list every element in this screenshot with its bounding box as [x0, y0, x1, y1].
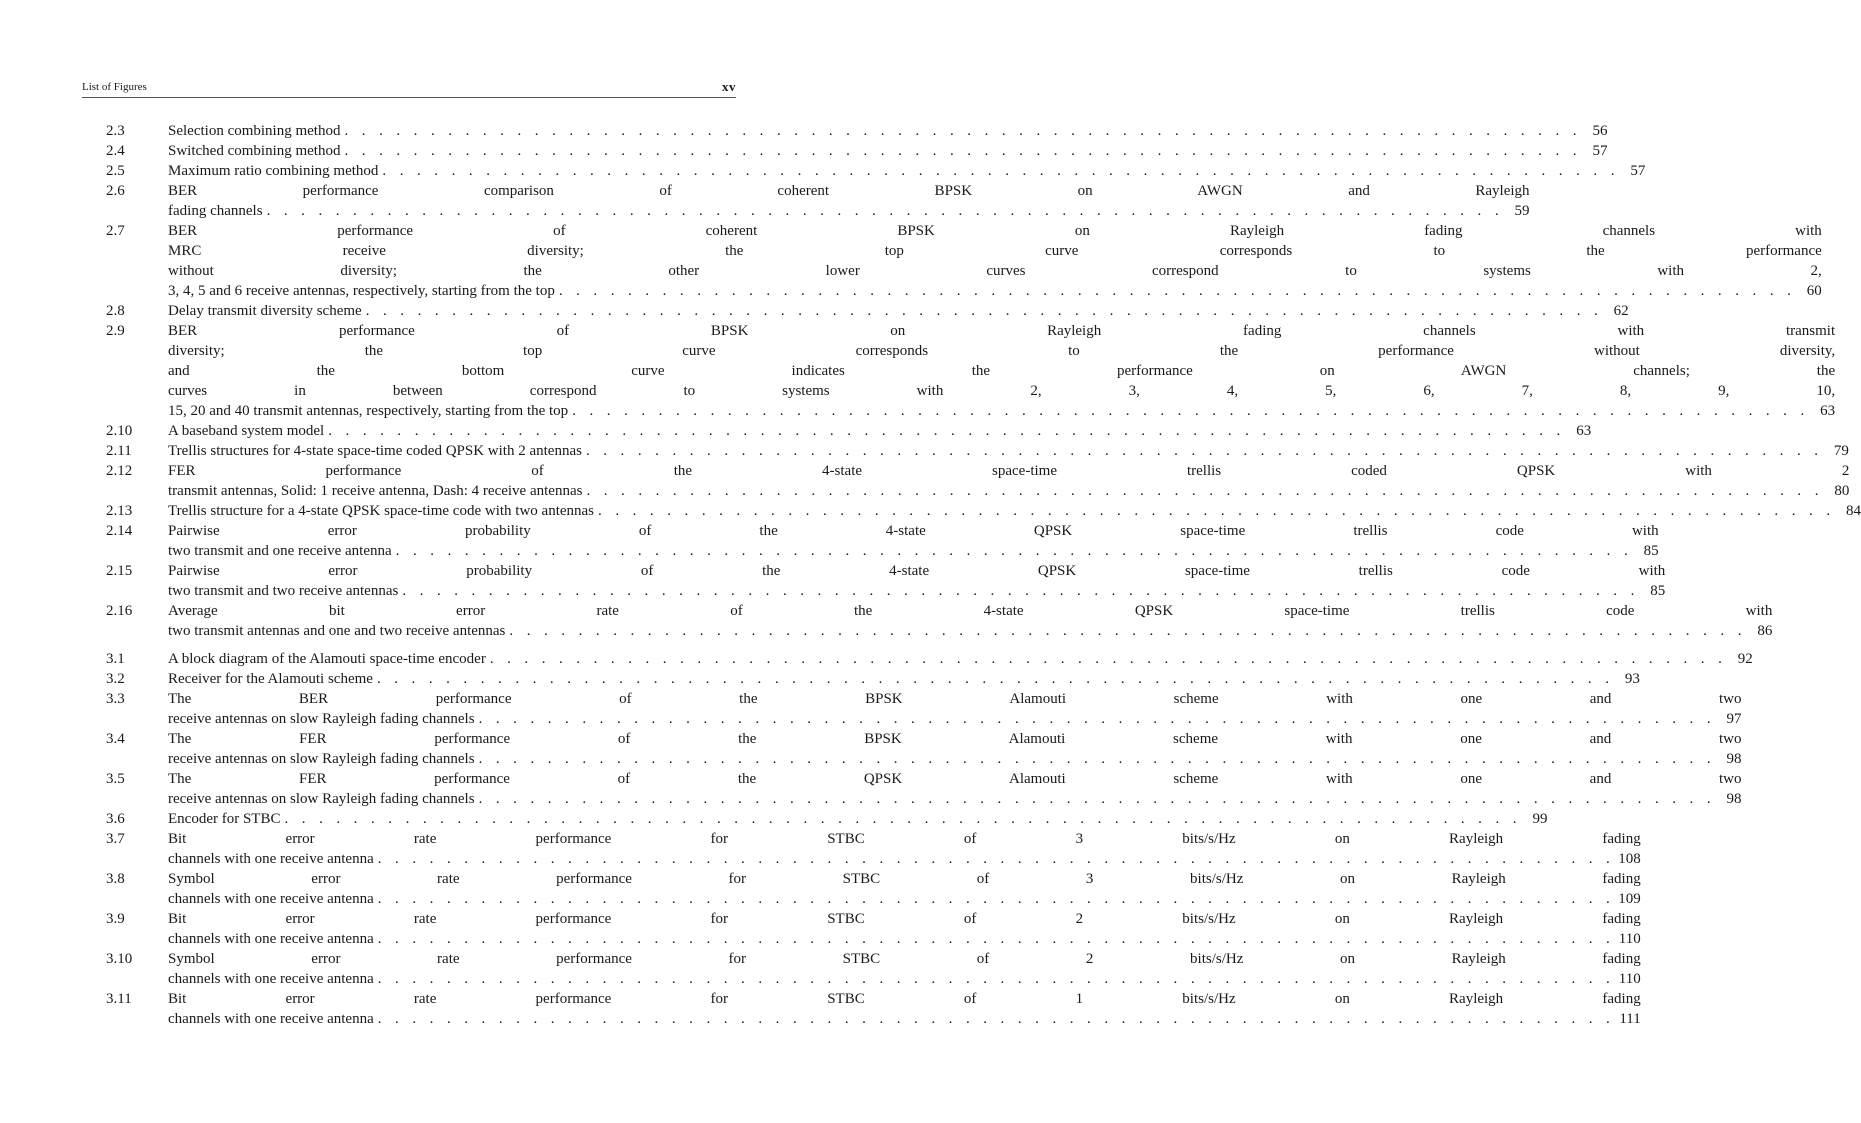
page-number[interactable]: 111 [1619, 1011, 1641, 1027]
page-number[interactable]: 109 [1618, 891, 1641, 907]
dot-leader [505, 621, 1746, 641]
page-number[interactable]: 60 [1806, 283, 1822, 299]
caption-line: BER performance comparison of coherent BPSK on AWGN and Rayleigh [168, 183, 1530, 199]
figure-number: 2.14 [106, 523, 133, 539]
figure-entry[interactable] [106, 601, 1773, 641]
caption-last-line [168, 501, 1861, 521]
dot-leader [374, 889, 1615, 909]
page-number[interactable]: 110 [1618, 931, 1641, 947]
figure-number: 3.8 [106, 871, 125, 887]
figure-number: 3.3 [106, 691, 125, 707]
figure-number: 3.5 [106, 771, 125, 787]
caption-line: The FER performance of the BPSK Alamouti scheme with one and two [168, 731, 1742, 747]
caption-last-line [168, 669, 1640, 689]
dot-leader [555, 281, 1796, 301]
caption-line: two transmit antennas and one and two receive antennas [168, 623, 506, 639]
figure-entry[interactable] [106, 769, 1742, 809]
caption-last-line [168, 709, 1742, 729]
page-number[interactable]: 92 [1737, 651, 1753, 667]
page-number[interactable]: 62 [1613, 303, 1629, 319]
caption-last-line [168, 889, 1641, 909]
caption-last-line [168, 621, 1772, 641]
caption-last-line [168, 789, 1742, 809]
page-number[interactable]: 85 [1643, 543, 1659, 559]
caption-last-line [168, 749, 1742, 769]
caption-line: receive antennas on slow Rayleigh fading channels [168, 711, 475, 727]
figure-number: 2.13 [106, 503, 133, 519]
page-number[interactable]: 98 [1726, 751, 1742, 767]
caption-line: Selection combining method [168, 123, 341, 139]
caption-last-line [168, 441, 1849, 461]
figure-number: 3.1 [106, 651, 125, 667]
caption-last-line [168, 969, 1641, 989]
caption-line: diversity; the top curve corresponds to the performance without diversity, [168, 343, 1836, 359]
figure-number: 2.7 [106, 223, 125, 239]
caption-line: Switched combining method [168, 143, 341, 159]
caption-line: A block diagram of the Alamouti space-time encoder [168, 651, 486, 667]
header-page-number: xv [722, 79, 736, 94]
caption-last-line [168, 929, 1641, 949]
page-number[interactable]: 110 [1618, 971, 1641, 987]
figure-number: 2.12 [106, 463, 133, 479]
caption-line: 15, 20 and 40 transmit antennas, respectively, starting from the top [168, 403, 569, 419]
caption-line: channels with one receive antenna [168, 891, 374, 907]
header-title: List of Figures [82, 81, 147, 93]
caption-line: Symbol error rate performance for STBC of 3 bits/s/Hz on Rayleigh fading [168, 871, 1641, 887]
figure-number: 2.11 [106, 443, 132, 459]
dot-leader [374, 969, 1615, 989]
caption-line: A baseband system model [168, 423, 325, 439]
caption-last-line [168, 809, 1547, 829]
page-number[interactable]: 93 [1624, 671, 1640, 687]
page-number[interactable]: 57 [1592, 143, 1608, 159]
caption-line: Bit error rate performance for STBC of 1 bits/s/Hz on Rayleigh fading [168, 991, 1641, 1007]
dot-leader [392, 541, 1633, 561]
caption-line: fading channels [168, 203, 263, 219]
caption-line: channels with one receive antenna [168, 971, 374, 987]
dot-leader [374, 929, 1615, 949]
caption-last-line [168, 1009, 1641, 1029]
caption-line: channels with one receive antenna [168, 931, 374, 947]
figure-number: 2.5 [106, 163, 125, 179]
caption-line: curves in between correspond to systems with 2, 3, 4, 5, 6, 7, 8, 9, 10, [168, 383, 1836, 399]
figure-entry[interactable] [106, 989, 1641, 1029]
caption-line: channels with one receive antenna [168, 1011, 374, 1027]
chapter-gap [106, 641, 741, 649]
figure-number: 3.10 [106, 951, 133, 967]
list-of-figures [106, 121, 1861, 1029]
figure-entry[interactable] [106, 501, 1861, 521]
caption-line: Encoder for STBC [168, 811, 281, 827]
figure-entry[interactable] [106, 561, 1666, 601]
figure-number: 3.7 [106, 831, 125, 847]
figure-number: 2.6 [106, 183, 125, 199]
caption-line: Average bit error rate of the 4-state QPSK space-time trellis code with [168, 603, 1773, 619]
page-number[interactable]: 80 [1834, 483, 1850, 499]
page-number[interactable]: 86 [1757, 623, 1773, 639]
figure-entry[interactable] [106, 829, 1641, 869]
caption-line: 3, 4, 5 and 6 receive antennas, respectively, starting from the top [168, 283, 555, 299]
caption-line: FER performance of the 4-state space-time trellis coded QPSK with 2 [168, 463, 1850, 479]
figure-entry[interactable] [106, 461, 1850, 501]
caption-line: BER performance of coherent BPSK on Rayleigh fading channels with [168, 223, 1822, 239]
caption-line: Pairwise error probability of the 4-state QPSK space-time trellis code with [168, 523, 1659, 539]
figure-entry[interactable] [106, 869, 1641, 909]
caption-last-line [168, 421, 1591, 441]
caption-line: Pairwise error probability of the 4-state QPSK space-time trellis code with [168, 563, 1666, 579]
running-header [82, 79, 736, 98]
caption-line: channels with one receive antenna [168, 851, 374, 867]
figure-entry[interactable] [106, 141, 1608, 161]
dot-leader [475, 709, 1716, 729]
figure-entry[interactable] [106, 421, 1592, 441]
figure-entry[interactable] [106, 221, 1822, 301]
figure-number: 2.3 [106, 123, 125, 139]
caption-line: Bit error rate performance for STBC of 3 bits/s/Hz on Rayleigh fading [168, 831, 1641, 847]
page-number[interactable]: 56 [1592, 123, 1608, 139]
figure-entry[interactable] [106, 909, 1641, 949]
figure-entry[interactable] [106, 521, 1659, 561]
caption-line: without diversity; the other lower curves correspond to systems with 2, [168, 263, 1822, 279]
dot-leader [486, 649, 1727, 669]
caption-last-line [168, 481, 1849, 501]
page-number[interactable]: 79 [1833, 443, 1849, 459]
figure-number: 2.16 [106, 603, 133, 619]
page-number[interactable]: 59 [1514, 203, 1530, 219]
caption-last-line [168, 649, 1753, 669]
page-number[interactable]: 63 [1820, 403, 1836, 419]
dot-leader [374, 1009, 1615, 1029]
figure-entry[interactable] [106, 441, 1849, 461]
figure-number: 3.6 [106, 811, 125, 827]
dot-leader [374, 849, 1615, 869]
caption-last-line [168, 281, 1822, 301]
dot-leader [362, 301, 1603, 321]
page-number[interactable]: 85 [1650, 583, 1666, 599]
caption-line: Symbol error rate performance for STBC of 2 bits/s/Hz on Rayleigh fading [168, 951, 1641, 967]
caption-last-line [168, 141, 1607, 161]
dot-leader [324, 421, 1565, 441]
caption-line: receive antennas on slow Rayleigh fading channels [168, 791, 475, 807]
page-number[interactable]: 63 [1576, 423, 1592, 439]
figure-entry[interactable] [106, 729, 1742, 769]
figure-entry[interactable] [106, 949, 1641, 989]
dot-leader [378, 161, 1619, 181]
caption-line: receive antennas on slow Rayleigh fading channels [168, 751, 475, 767]
caption-last-line [168, 849, 1641, 869]
dot-leader [568, 401, 1809, 421]
dot-leader [340, 121, 1581, 141]
dot-leader [398, 581, 1639, 601]
dot-leader [373, 669, 1614, 689]
dot-leader [594, 501, 1835, 521]
figure-number: 2.9 [106, 323, 125, 339]
figure-entry[interactable] [106, 669, 1640, 689]
page-number[interactable]: 98 [1726, 791, 1742, 807]
figure-entry[interactable] [106, 301, 1629, 321]
figure-number: 3.2 [106, 671, 125, 687]
page-number[interactable]: 57 [1630, 163, 1646, 179]
figure-entry[interactable] [106, 649, 1753, 669]
figure-entry[interactable] [106, 321, 1836, 421]
figure-entry[interactable] [106, 161, 1646, 181]
caption-line: Bit error rate performance for STBC of 2 bits/s/Hz on Rayleigh fading [168, 911, 1641, 927]
caption-last-line [168, 121, 1607, 141]
figure-number: 3.4 [106, 731, 125, 747]
page-number[interactable]: 108 [1618, 851, 1641, 867]
caption-line: The FER performance of the QPSK Alamouti scheme with one and two [168, 771, 1742, 787]
caption-line: two transmit and one receive antenna [168, 543, 392, 559]
figure-number: 2.4 [106, 143, 125, 159]
caption-line: Maximum ratio combining method [168, 163, 379, 179]
dot-leader [582, 441, 1823, 461]
caption-line: MRC receive diversity; the top curve corresponds to the performance [168, 243, 1822, 259]
figure-entry[interactable] [106, 689, 1742, 729]
caption-line: The BER performance of the BPSK Alamouti scheme with one and two [168, 691, 1742, 707]
caption-line: Trellis structures for 4-state space-time coded QPSK with 2 antennas [168, 443, 582, 459]
dot-leader [280, 809, 1521, 829]
figure-entry[interactable] [106, 809, 1548, 829]
figure-number: 2.15 [106, 563, 133, 579]
figure-number: 2.8 [106, 303, 125, 319]
page-number[interactable]: 97 [1726, 711, 1742, 727]
caption-last-line [168, 201, 1530, 221]
caption-last-line [168, 541, 1659, 561]
figure-number: 3.9 [106, 911, 125, 927]
dot-leader [340, 141, 1581, 161]
dot-leader [475, 749, 1716, 769]
figure-number: 2.10 [106, 423, 133, 439]
figure-number: 3.11 [106, 991, 132, 1007]
figure-entry[interactable] [106, 181, 1530, 221]
caption-line: Delay transmit diversity scheme [168, 303, 362, 319]
caption-line: Receiver for the Alamouti scheme [168, 671, 373, 687]
caption-last-line [168, 401, 1835, 421]
caption-line: and the bottom curve indicates the performance on AWGN channels; the [168, 363, 1836, 379]
caption-line: two transmit and two receive antennas [168, 583, 399, 599]
caption-line: BER performance of BPSK on Rayleigh fading channels with transmit [168, 323, 1836, 339]
dot-leader [582, 481, 1823, 501]
caption-line: transmit antennas, Solid: 1 receive antenna, Dash: 4 receive antennas [168, 483, 583, 499]
page-number[interactable]: 99 [1532, 811, 1548, 827]
dot-leader [263, 201, 1504, 221]
caption-last-line [168, 581, 1665, 601]
caption-last-line [168, 301, 1629, 321]
dot-leader [475, 789, 1716, 809]
caption-line: Trellis structure for a 4-state QPSK space-time code with two antennas [168, 503, 595, 519]
figure-entry[interactable] [106, 121, 1608, 141]
page-number[interactable]: 84 [1845, 503, 1861, 519]
caption-last-line [168, 161, 1645, 181]
